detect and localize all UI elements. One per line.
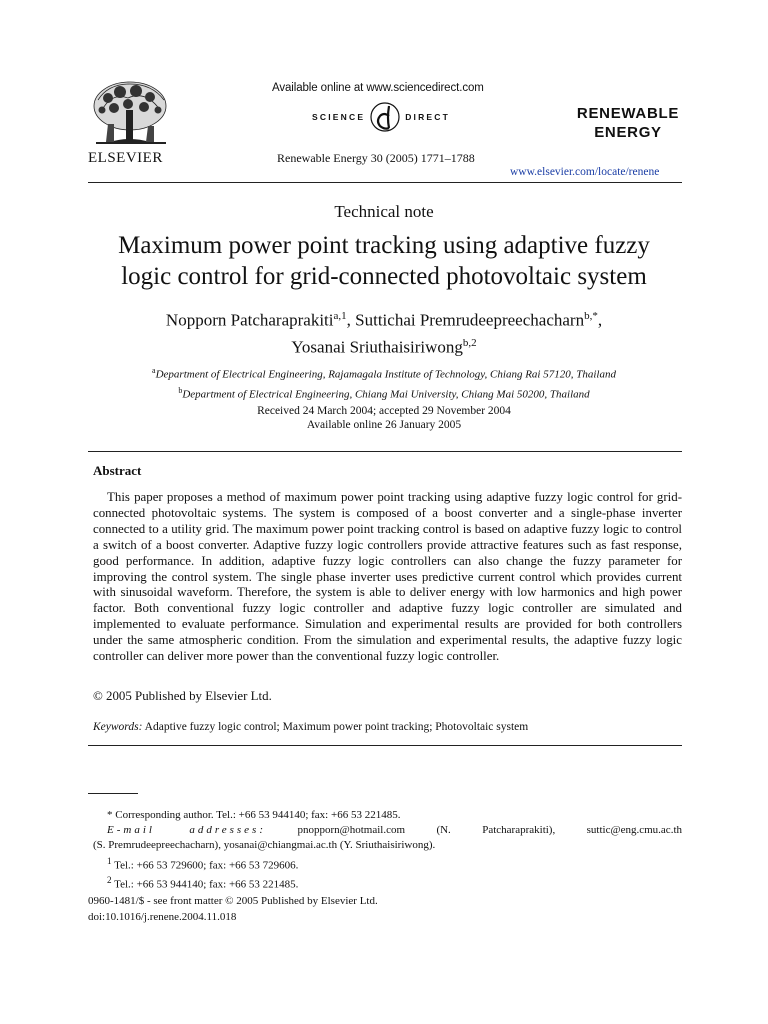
footnote-mark: 1	[107, 855, 112, 866]
author-separator: ,	[346, 310, 356, 330]
abstract-bottom-divider	[88, 745, 682, 746]
issn-line: 0960-1481/$ - see front matter © 2005 Published by Elsevier Ltd.	[88, 895, 378, 907]
doi-line: doi:10.1016/j.renene.2004.11.018	[88, 910, 237, 923]
abstract-paragraph: This paper proposes a method of maximum power point tracking using adaptive fuzzy logic control for grid-connected photovoltaic systems. The system is composed of a boost converter and a single-phase inverter connected to a utility grid. The maximum power point tracking control is based on adaptive fuzzy logic to control a switch of a boost converter. Adaptive fuzzy logic controllers provide attractive features such as fast response, good performance. In addition, adaptive fuzzy logic controllers can also change the fuzzy parameter for improving the control system. The single phase inverter uses predictive current control which provides current with sinusoidal waveform. Therefore, the system is able to deliver energy with low harmonics and high power factor. Both conventional fuzzy logic controller and adaptive fuzzy logic controller are simulated and implemented to evaluate performance. Simulation and experimental results are provided for both controllers under the same atmospheric condition. From the simulation and experimental results, the adaptive fuzzy logic controller can deliver more power than the conventional fuzzy logic controller.	[93, 490, 682, 664]
footnote-1	[93, 854, 682, 874]
footnote-text: Tel.: +66 53 729600; fax: +66 53 729606.	[114, 859, 299, 872]
affiliation-list	[70, 363, 698, 402]
front-matter	[88, 894, 378, 925]
email-addresses-text: pnopporn@hotmail.com (N. Patcharaprakiti), suttic@eng.cmu.ac.th	[297, 824, 682, 837]
author-marks: b,2	[462, 336, 477, 349]
elsevier-tree-logo	[88, 80, 172, 150]
keywords-label: Keywords:	[93, 721, 143, 733]
author-list	[70, 305, 698, 358]
affiliation-item	[70, 363, 698, 383]
header-divider	[88, 182, 682, 183]
author-marks: a,1	[333, 310, 347, 322]
email-addresses-line2: (S. Premrudeepreechacharn), yosanai@chiangmai.ac.th (Y. Sriuthaisiriwong).	[93, 839, 436, 852]
affiliation-text: Department of Electrical Engineering, Rajamagala Institute of Technology, Chiang Rai 57120, Thailand	[155, 368, 616, 381]
journal-url-link[interactable]: www.elsevier.com/locate/renene	[510, 166, 660, 178]
journal-title-line1: RENEWABLE	[576, 105, 680, 122]
journal-citation: Renewable Energy 30 (2005) 1771–1788	[277, 151, 475, 165]
keywords	[93, 721, 528, 733]
author-name: Nopporn Patcharaprakiti	[165, 310, 334, 330]
footnote-mark: 2	[107, 875, 112, 886]
article-title-line2: logic control for grid-connected photovoltaic system	[121, 263, 647, 290]
affiliation-text: Department of Electrical Engineering, Chiang Mai University, Chiang Mai 50200, Thailand	[182, 388, 590, 401]
email-label: E-mail addresses:	[107, 824, 267, 837]
journal-title-line2: ENERGY	[594, 124, 662, 141]
copyright-line: © 2005 Published by Elsevier Ltd.	[93, 689, 272, 703]
publisher-name: ELSEVIER	[88, 150, 163, 166]
keywords-text: Adaptive fuzzy logic control; Maximum power point tracking; Photovoltaic system	[144, 721, 529, 733]
abstract-body	[93, 490, 682, 665]
abstract-heading: Abstract	[93, 463, 142, 478]
footnote-2	[93, 873, 682, 893]
author-name: Suttichai Premrudeepreechacharn	[355, 310, 585, 330]
article-title	[70, 230, 698, 292]
affiliation-mark: a	[152, 366, 156, 375]
corresponding-author-note: * Corresponding author. Tel.: +66 53 944140; fax: +66 53 221485.	[107, 809, 401, 821]
article-history	[70, 404, 698, 432]
sd-logo-left-word: SCIENCE	[312, 112, 366, 122]
sciencedirect-logo	[312, 100, 450, 134]
sd-logo-right-word: DIRECT	[405, 112, 451, 122]
author-separator: ,	[597, 310, 603, 330]
sciencedirect-d-icon	[367, 100, 403, 134]
affiliation-item	[70, 383, 698, 403]
available-date: Available online 26 January 2005	[306, 419, 462, 431]
author-name: Yosanai Sriuthaisiriwong	[291, 337, 463, 357]
email-addresses-line1	[93, 823, 682, 838]
footnotes	[93, 808, 682, 893]
author-marks: b,*	[584, 310, 598, 322]
received-date: Received 24 March 2004; accepted 29 November 2004	[257, 405, 511, 417]
footnote-divider	[88, 793, 138, 794]
footnote-text: Tel.: +66 53 944140; fax: +66 53 221485.	[114, 879, 299, 892]
affiliation-mark: b	[178, 385, 183, 395]
journal-title	[563, 104, 693, 142]
article-type: Technical note	[334, 202, 434, 221]
available-online-notice: Available online at www.sciencedirect.com	[272, 82, 484, 94]
abstract-top-divider	[88, 451, 682, 452]
article-title-line1: Maximum power point tracking using adaptive fuzzy	[118, 232, 650, 259]
